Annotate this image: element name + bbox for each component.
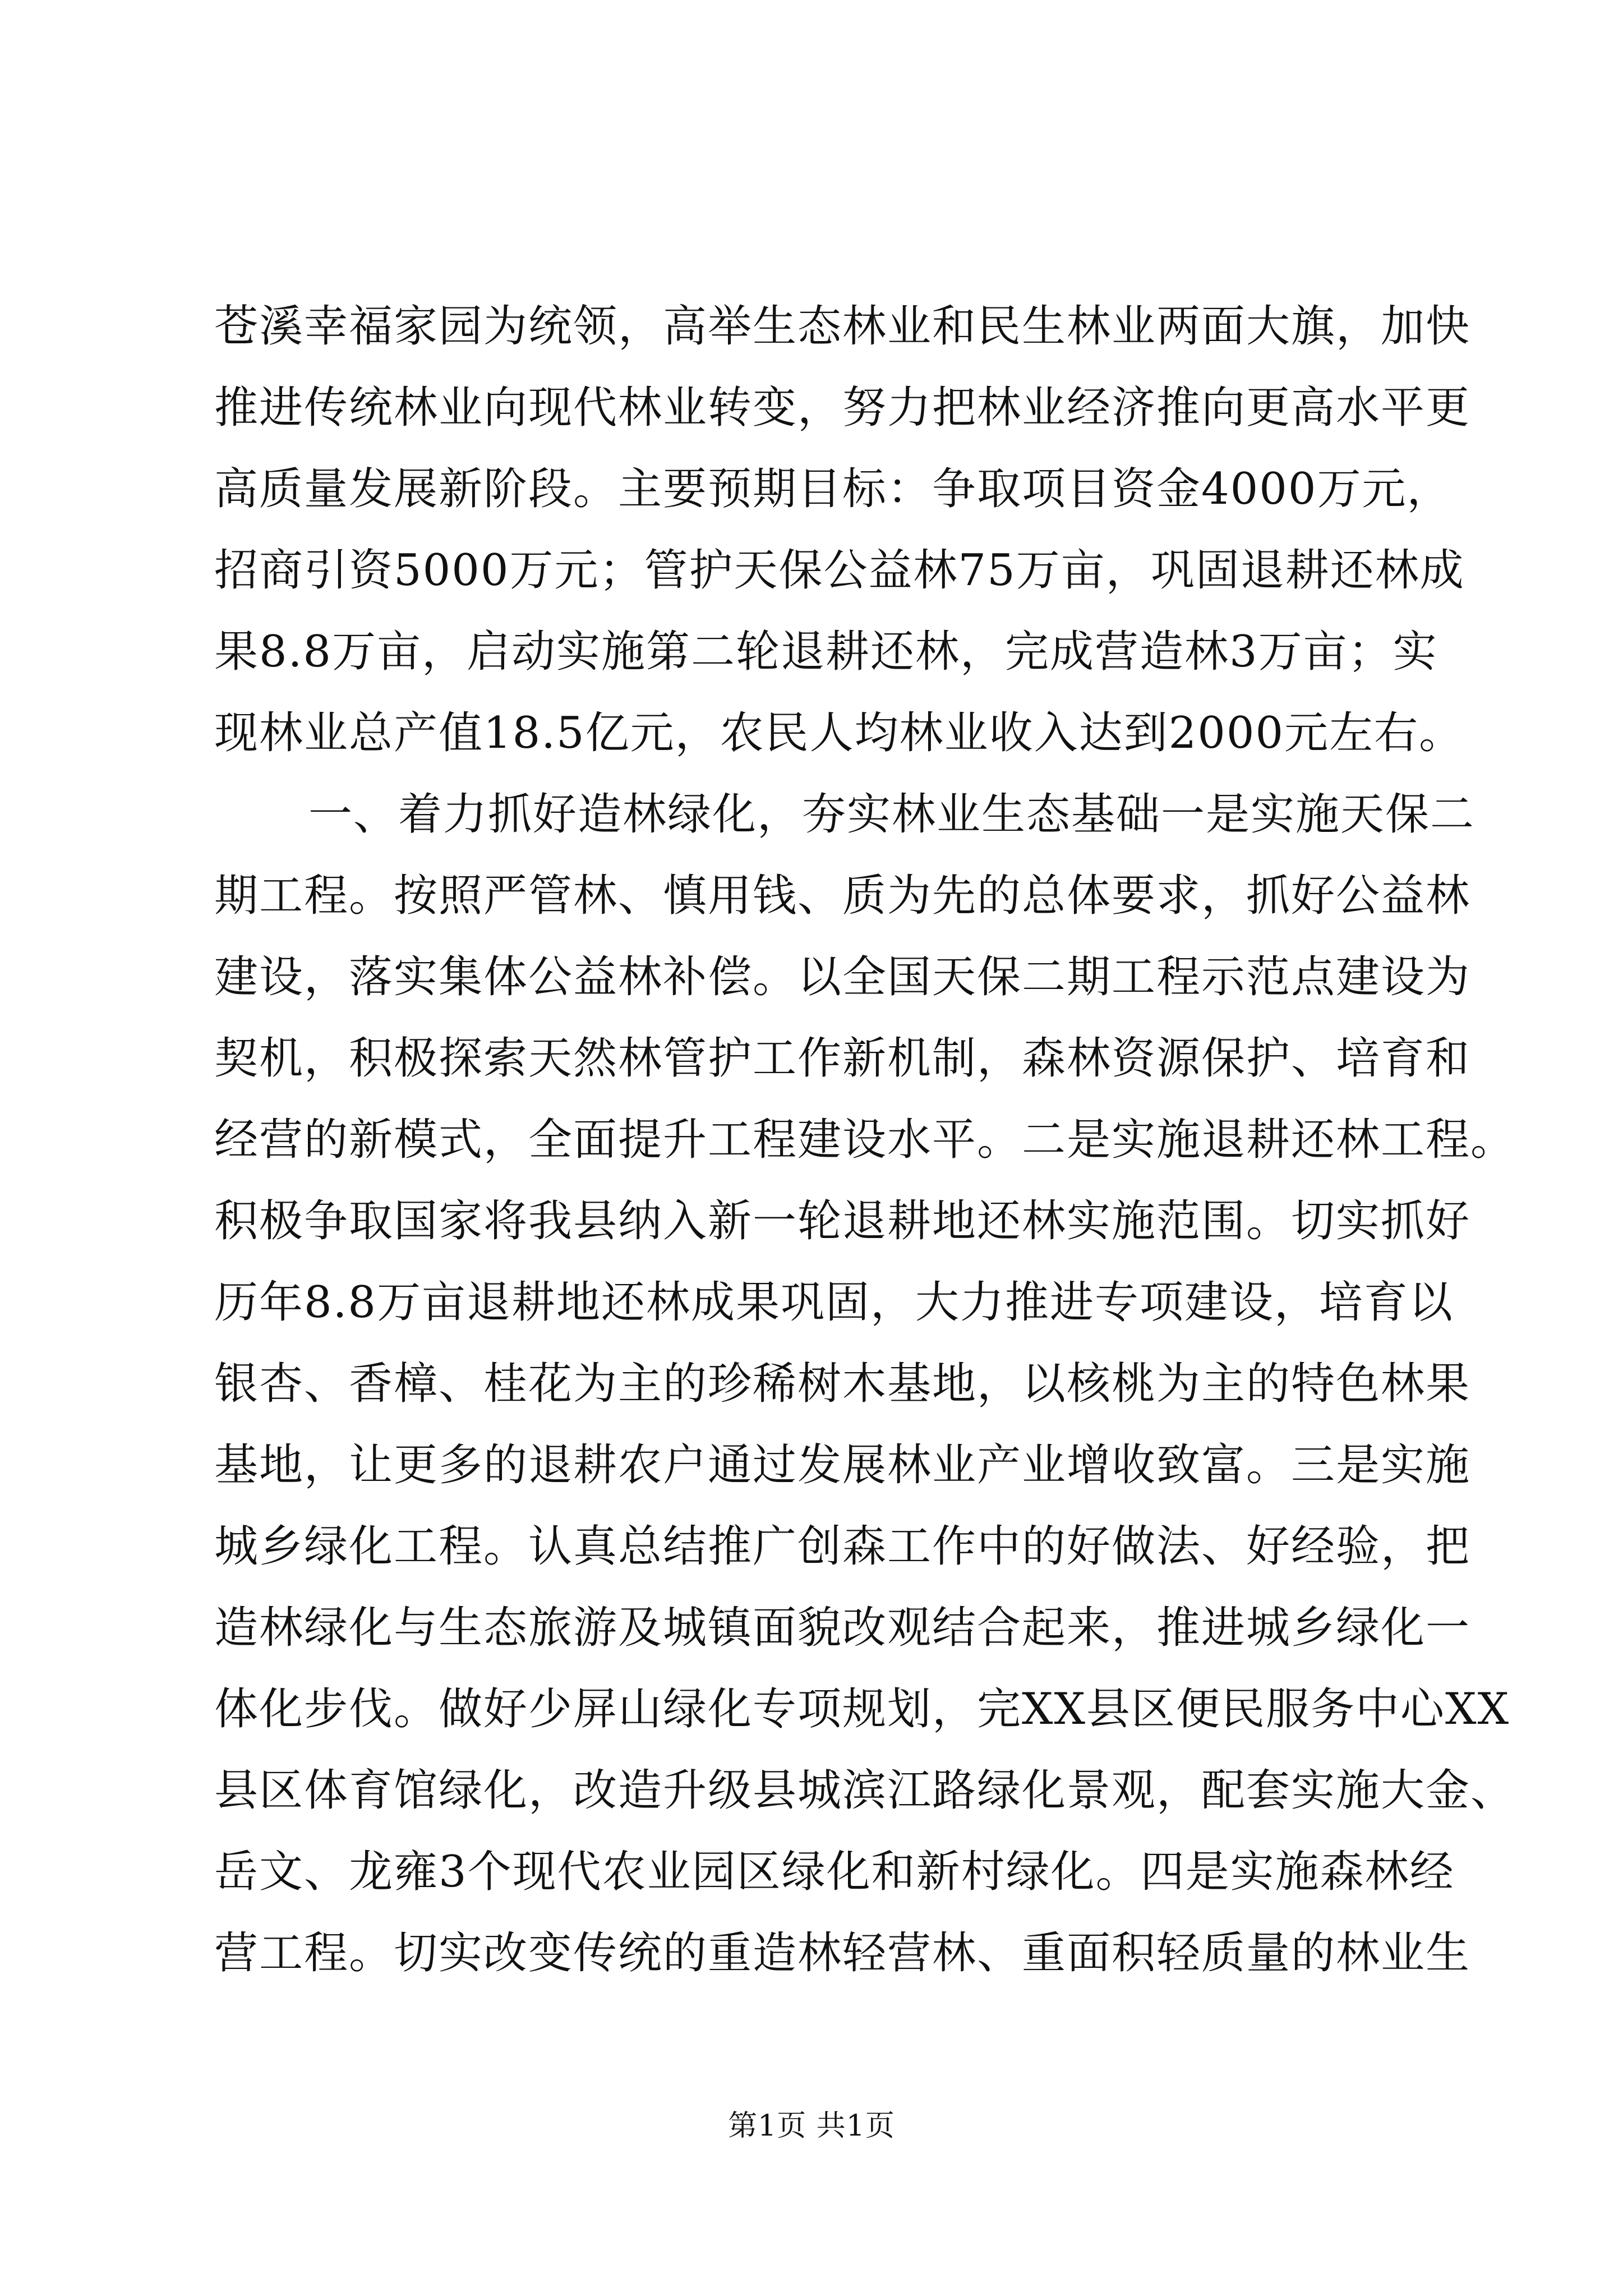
text-line: 苍溪幸福家园为统领，高举生态林业和民生林业两面大旗，加快	[214, 301, 1471, 352]
text-line: 造林绿化与生态旅游及城镇面貌改观结合起来，推进城乡绿化一	[214, 1603, 1471, 1653]
text-line: 建设，落实集体公益林补偿。以全国天保二期工程示范点建设为	[214, 952, 1471, 1002]
text-line: 岳文、龙雍3个现代农业园区绿化和新村绿化。四是实施森林经	[214, 1847, 1455, 1897]
text-line: 城乡绿化工程。认真总结推广创森工作中的好做法、好经验，把	[214, 1521, 1471, 1572]
text-line: 经营的新模式，全面提升工程建设水平。二是实施退耕还林工程。	[214, 1115, 1516, 1165]
text-line: 现林业总产值18.5亿元，农民人均林业收入达到2000元左右。	[214, 708, 1464, 758]
text-line: 高质量发展新阶段。主要预期目标：争取项目资金4000万元，	[214, 464, 1452, 514]
document-body	[214, 286, 1516, 1994]
page-footer: 第1页 共1页	[728, 2109, 895, 2143]
text-line: 营工程。切实改变传统的重造林轻营林、重面积轻质量的林业生	[214, 1928, 1471, 1978]
text-line: 银杏、香樟、桂花为主的珍稀树木基地，以核桃为主的特色林果	[214, 1359, 1471, 1409]
text-line: 果8.8万亩，启动实施第二轮退耕还林，完成营造林3万亩；实	[214, 627, 1438, 677]
text-line: 基地，让更多的退耕农户通过发展林业产业增收致富。三是实施	[214, 1440, 1471, 1490]
text-line: 县区体育馆绿化，改造升级县城滨江路绿化景观，配套实施大金、	[214, 1765, 1516, 1816]
text-line: 历年8.8万亩退耕地还林成果巩固，大力推进专项建设，培育以	[214, 1277, 1454, 1328]
text-line: 推进传统林业向现代林业转变，努力把林业经济推向更高水平更	[214, 383, 1471, 433]
text-line: 体化步伐。做好少屏山绿化专项规划，完XX县区便民服务中心XX	[214, 1684, 1510, 1734]
text-line: 积极争取国家将我县纳入新一轮退耕地还林实施范围。切实抓好	[214, 1196, 1471, 1246]
text-line: 期工程。按照严管林、慎用钱、质为先的总体要求，抓好公益林	[214, 871, 1471, 921]
text-line-paragraph-start: 一、着力抓好造林绿化，夯实林业生态基础一是实施天保二	[308, 789, 1476, 840]
text-line: 招商引资5000万元；管护天保公益林75万亩，巩固退耕还林成	[214, 545, 1465, 596]
text-line: 契机，积极探索天然林管护工作新机制，森林资源保护、培育和	[214, 1033, 1471, 1084]
